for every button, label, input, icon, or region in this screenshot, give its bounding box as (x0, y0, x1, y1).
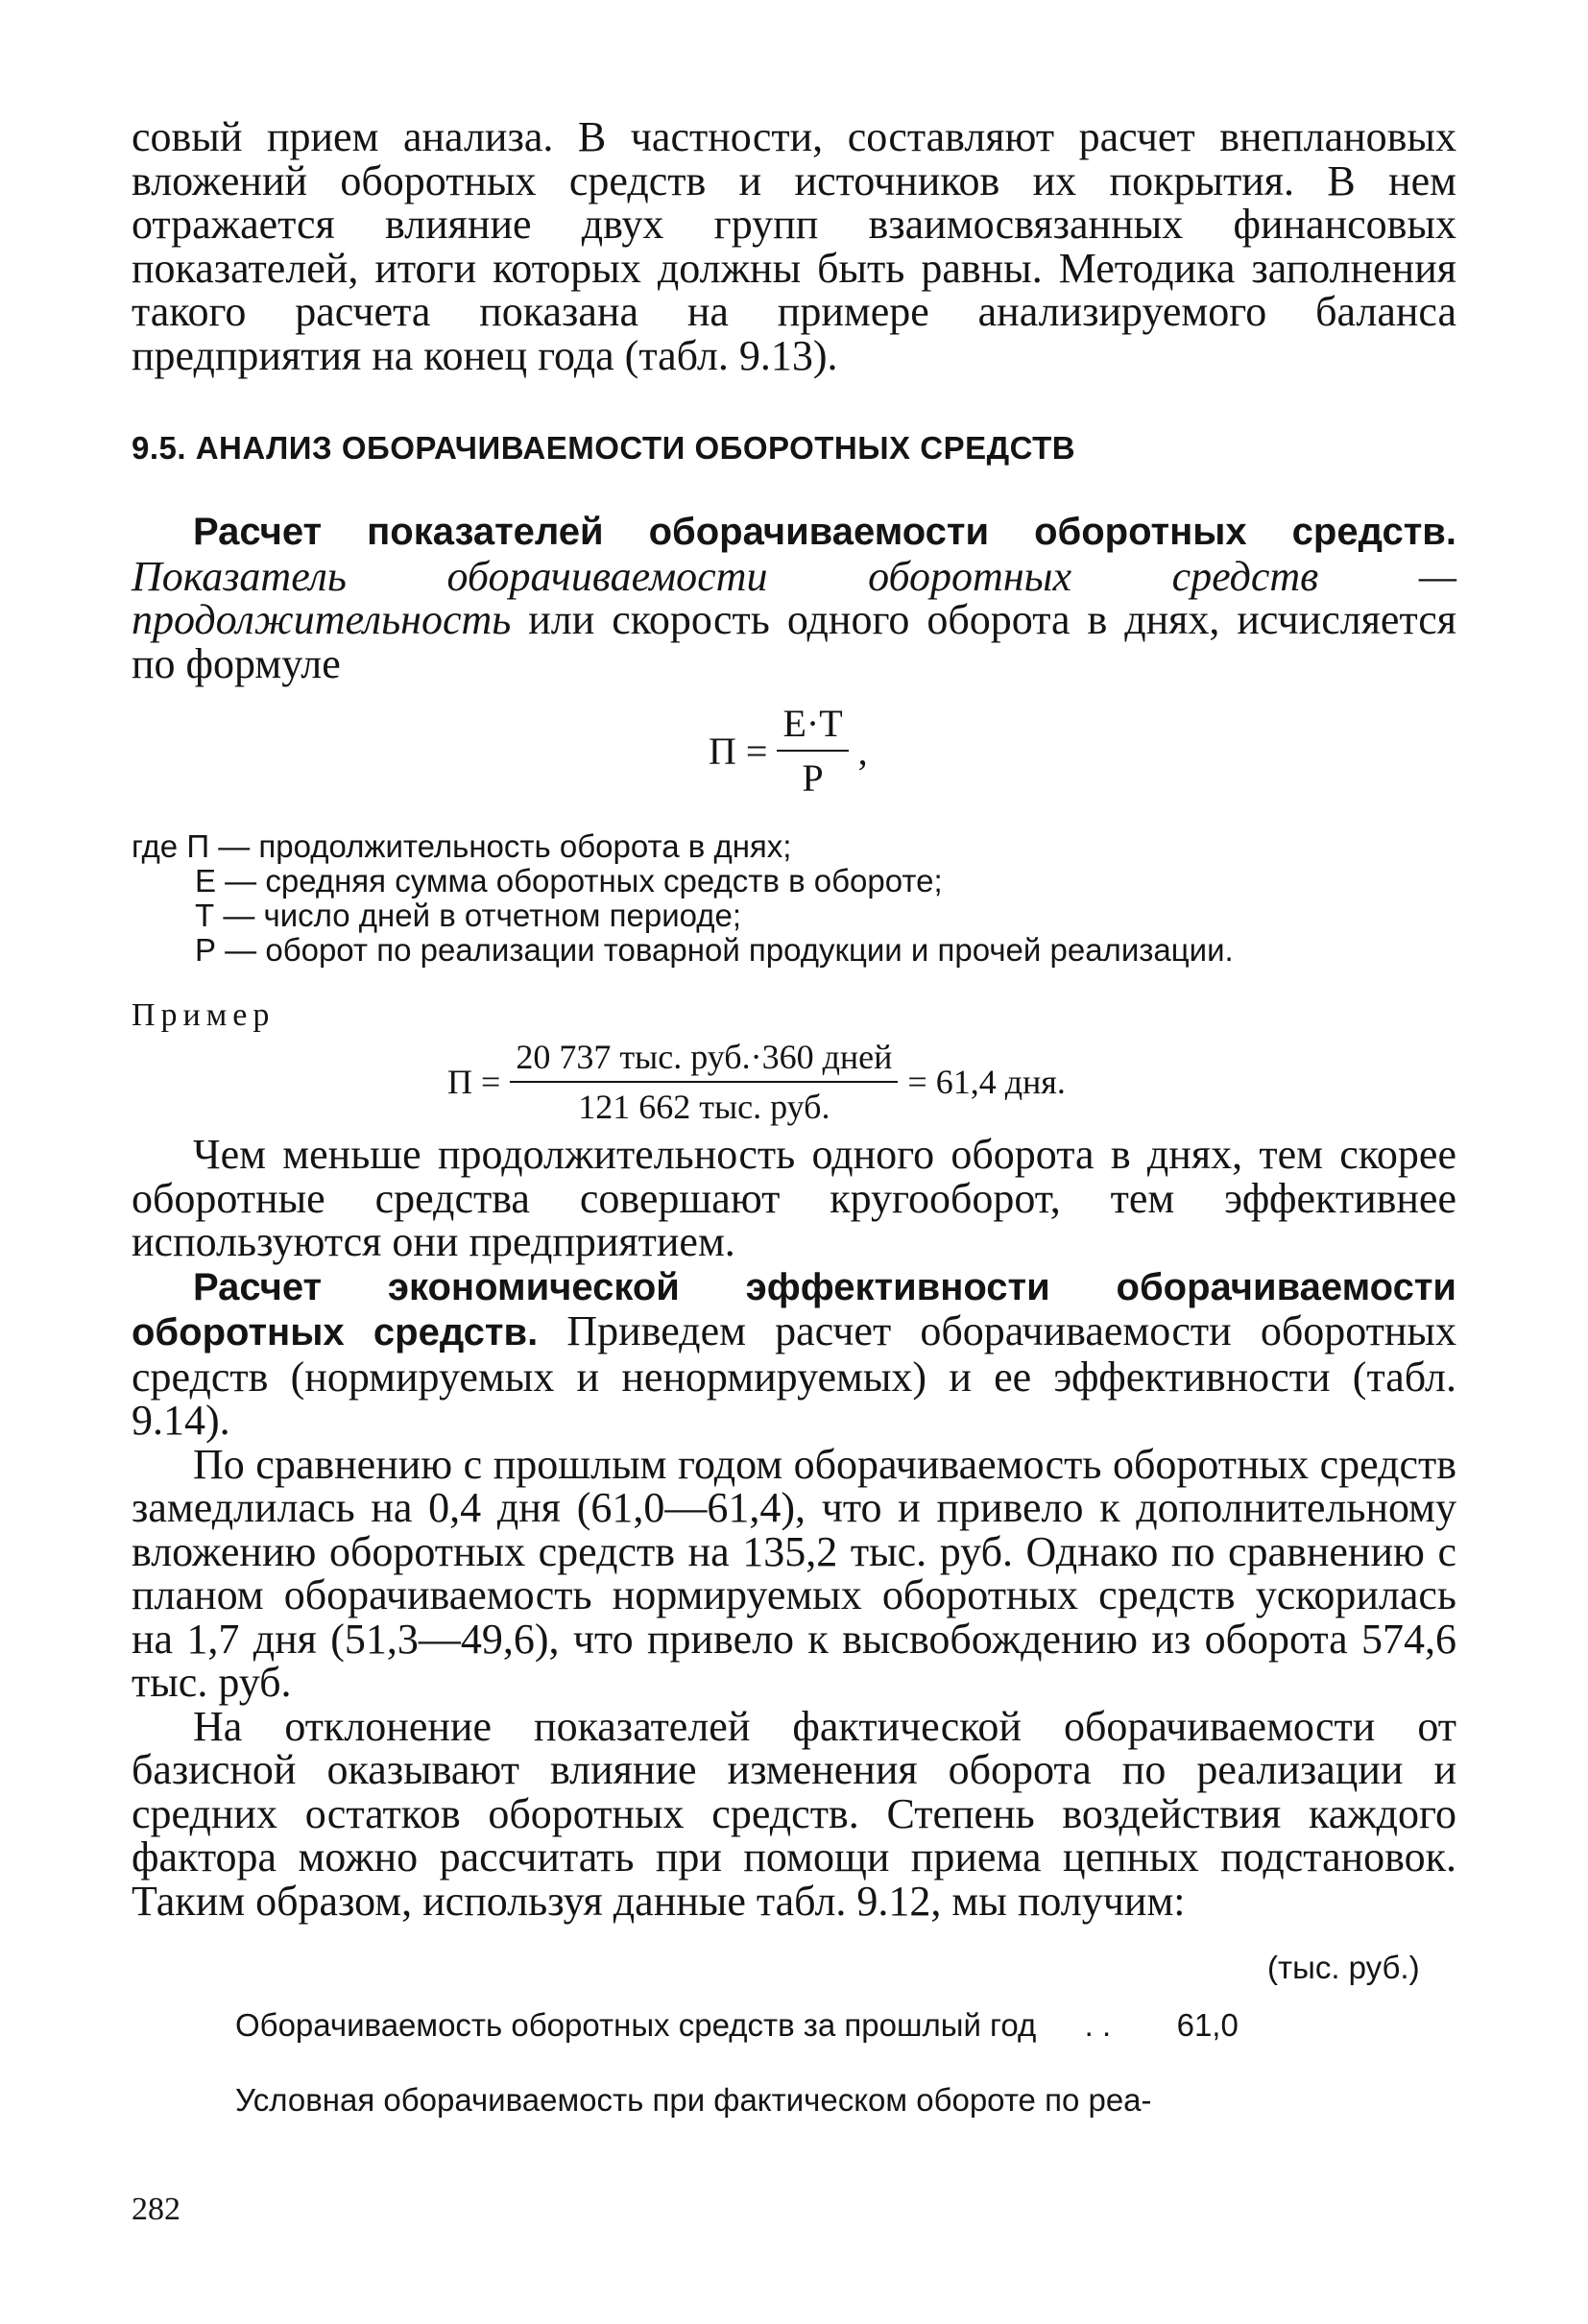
formula-example-fraction (510, 1037, 898, 1127)
definition-line: Е — средняя сумма оборотных средств в обороте; (195, 863, 943, 898)
definition-line: где П — продолжительность оборота в днях; (132, 828, 792, 864)
subsection1-rest: или скорость одного оборота в днях, исчисляется по формуле (132, 596, 1456, 687)
definition-line: Р — оборот по реализации товарной продукции и прочей реализации. (195, 932, 1234, 968)
calc-row (235, 2083, 1152, 2118)
subsection2-rest: Приведем расчет оборачиваемости оборотных средств (нормируемых и ненормируемых) и ее эффективности (табл. 9.14). (132, 1307, 1456, 1444)
intro-paragraph-block (132, 115, 1456, 377)
calc-row (235, 2008, 1239, 2043)
formula-example-lhs: П = (447, 1063, 501, 1101)
formula-main-numerator: Е·Т (777, 701, 848, 752)
calc-row-leader: . . (1084, 2007, 1112, 2043)
calc-row-label: Условная оборачиваемость при фактическом обороте по реа- (235, 2082, 1152, 2118)
example-label: Пример (132, 997, 276, 1033)
subsection1-block (132, 509, 1456, 685)
comparison-paragraph: По сравнению с прошлым годом оборачиваемость оборотных средств замедлилась на 0,4 дня (61,0—61,4), что и привело к дополнительному вложению оборотных средств на 135,2 тыс. руб. Однако по сравнению с планом оборачиваемость нормируемых оборотных средств ускорилась на 1,7 дня (51,3—49,6), что привело к высвобождению из оборота 574,6 тыс. руб. (132, 1440, 1456, 1706)
intro-paragraph: совый прием анализа. В частности, составляют расчет внеплановых вложений оборотных средств и источников их покрытия. В нем отражается влияние двух групп взаимосвязанных финансовых показателей, итоги которых должны быть равны. Методика заполнения такого расчета показана на примере анализируемого баланса предприятия на конец года (табл. 9.13). (132, 113, 1456, 379)
subsection2-paragraph (132, 1264, 1456, 1443)
formula-main-lhs: П = (709, 729, 768, 773)
definition-line: Т — число дней в отчетном периоде; (195, 898, 742, 933)
formula-main (709, 701, 868, 801)
calc-row-label: Оборачиваемость оборотных средств за прошлый год (235, 2007, 1037, 2043)
calc-row-value: 61,0 (1176, 2007, 1239, 2043)
subsection1-paragraph (132, 509, 1456, 685)
subsection2-title: Расчет экономической эффективности оборачиваемости оборотных средств. (132, 1265, 1456, 1354)
factors-paragraph: На отклонение показателей фактической оборачиваемости от базисной оказывают влияние изменения оборота по реализации и средних остатков оборотных средств. Степень воздействия каждого фактора можно рассчитать при помощи приема цепных подстановок. Таким образом, используя данные табл. 9.12, мы получим: (132, 1702, 1456, 1925)
formula-example-denominator: 121 662 тыс. руб. (578, 1088, 830, 1126)
page-number: 282 (132, 2192, 180, 2227)
formula-example-result: = 61,4 дня. (907, 1063, 1066, 1101)
unit-note: (тыс. руб.) (1267, 1950, 1420, 1985)
formula-main-fraction (777, 701, 848, 801)
turnover-paragraph: Чем меньше продолжительность одного оборота в днях, тем скорее оборотные средства совершают кругооборот, тем эффективнее используются они предприятием. (132, 1131, 1456, 1265)
formula-main-denominator: Р (802, 756, 824, 800)
subsection1-term: Показатель оборачиваемости оборотных средств — продолжительность (132, 552, 1456, 643)
section-heading: 9.5. АНАЛИЗ ОБОРАЧИВАЕМОСТИ ОБОРОТНЫХ СРЕДСТВ (132, 430, 1076, 466)
formula-main-trail: , (857, 729, 868, 773)
formula-example-numerator: 20 737 тыс. руб.·360 дней (510, 1037, 898, 1083)
turnover-block (132, 1133, 1456, 1923)
subsection1-title: Расчет показателей оборачиваемости оборотных средств. (193, 511, 1456, 553)
formula-example (447, 1037, 1066, 1127)
